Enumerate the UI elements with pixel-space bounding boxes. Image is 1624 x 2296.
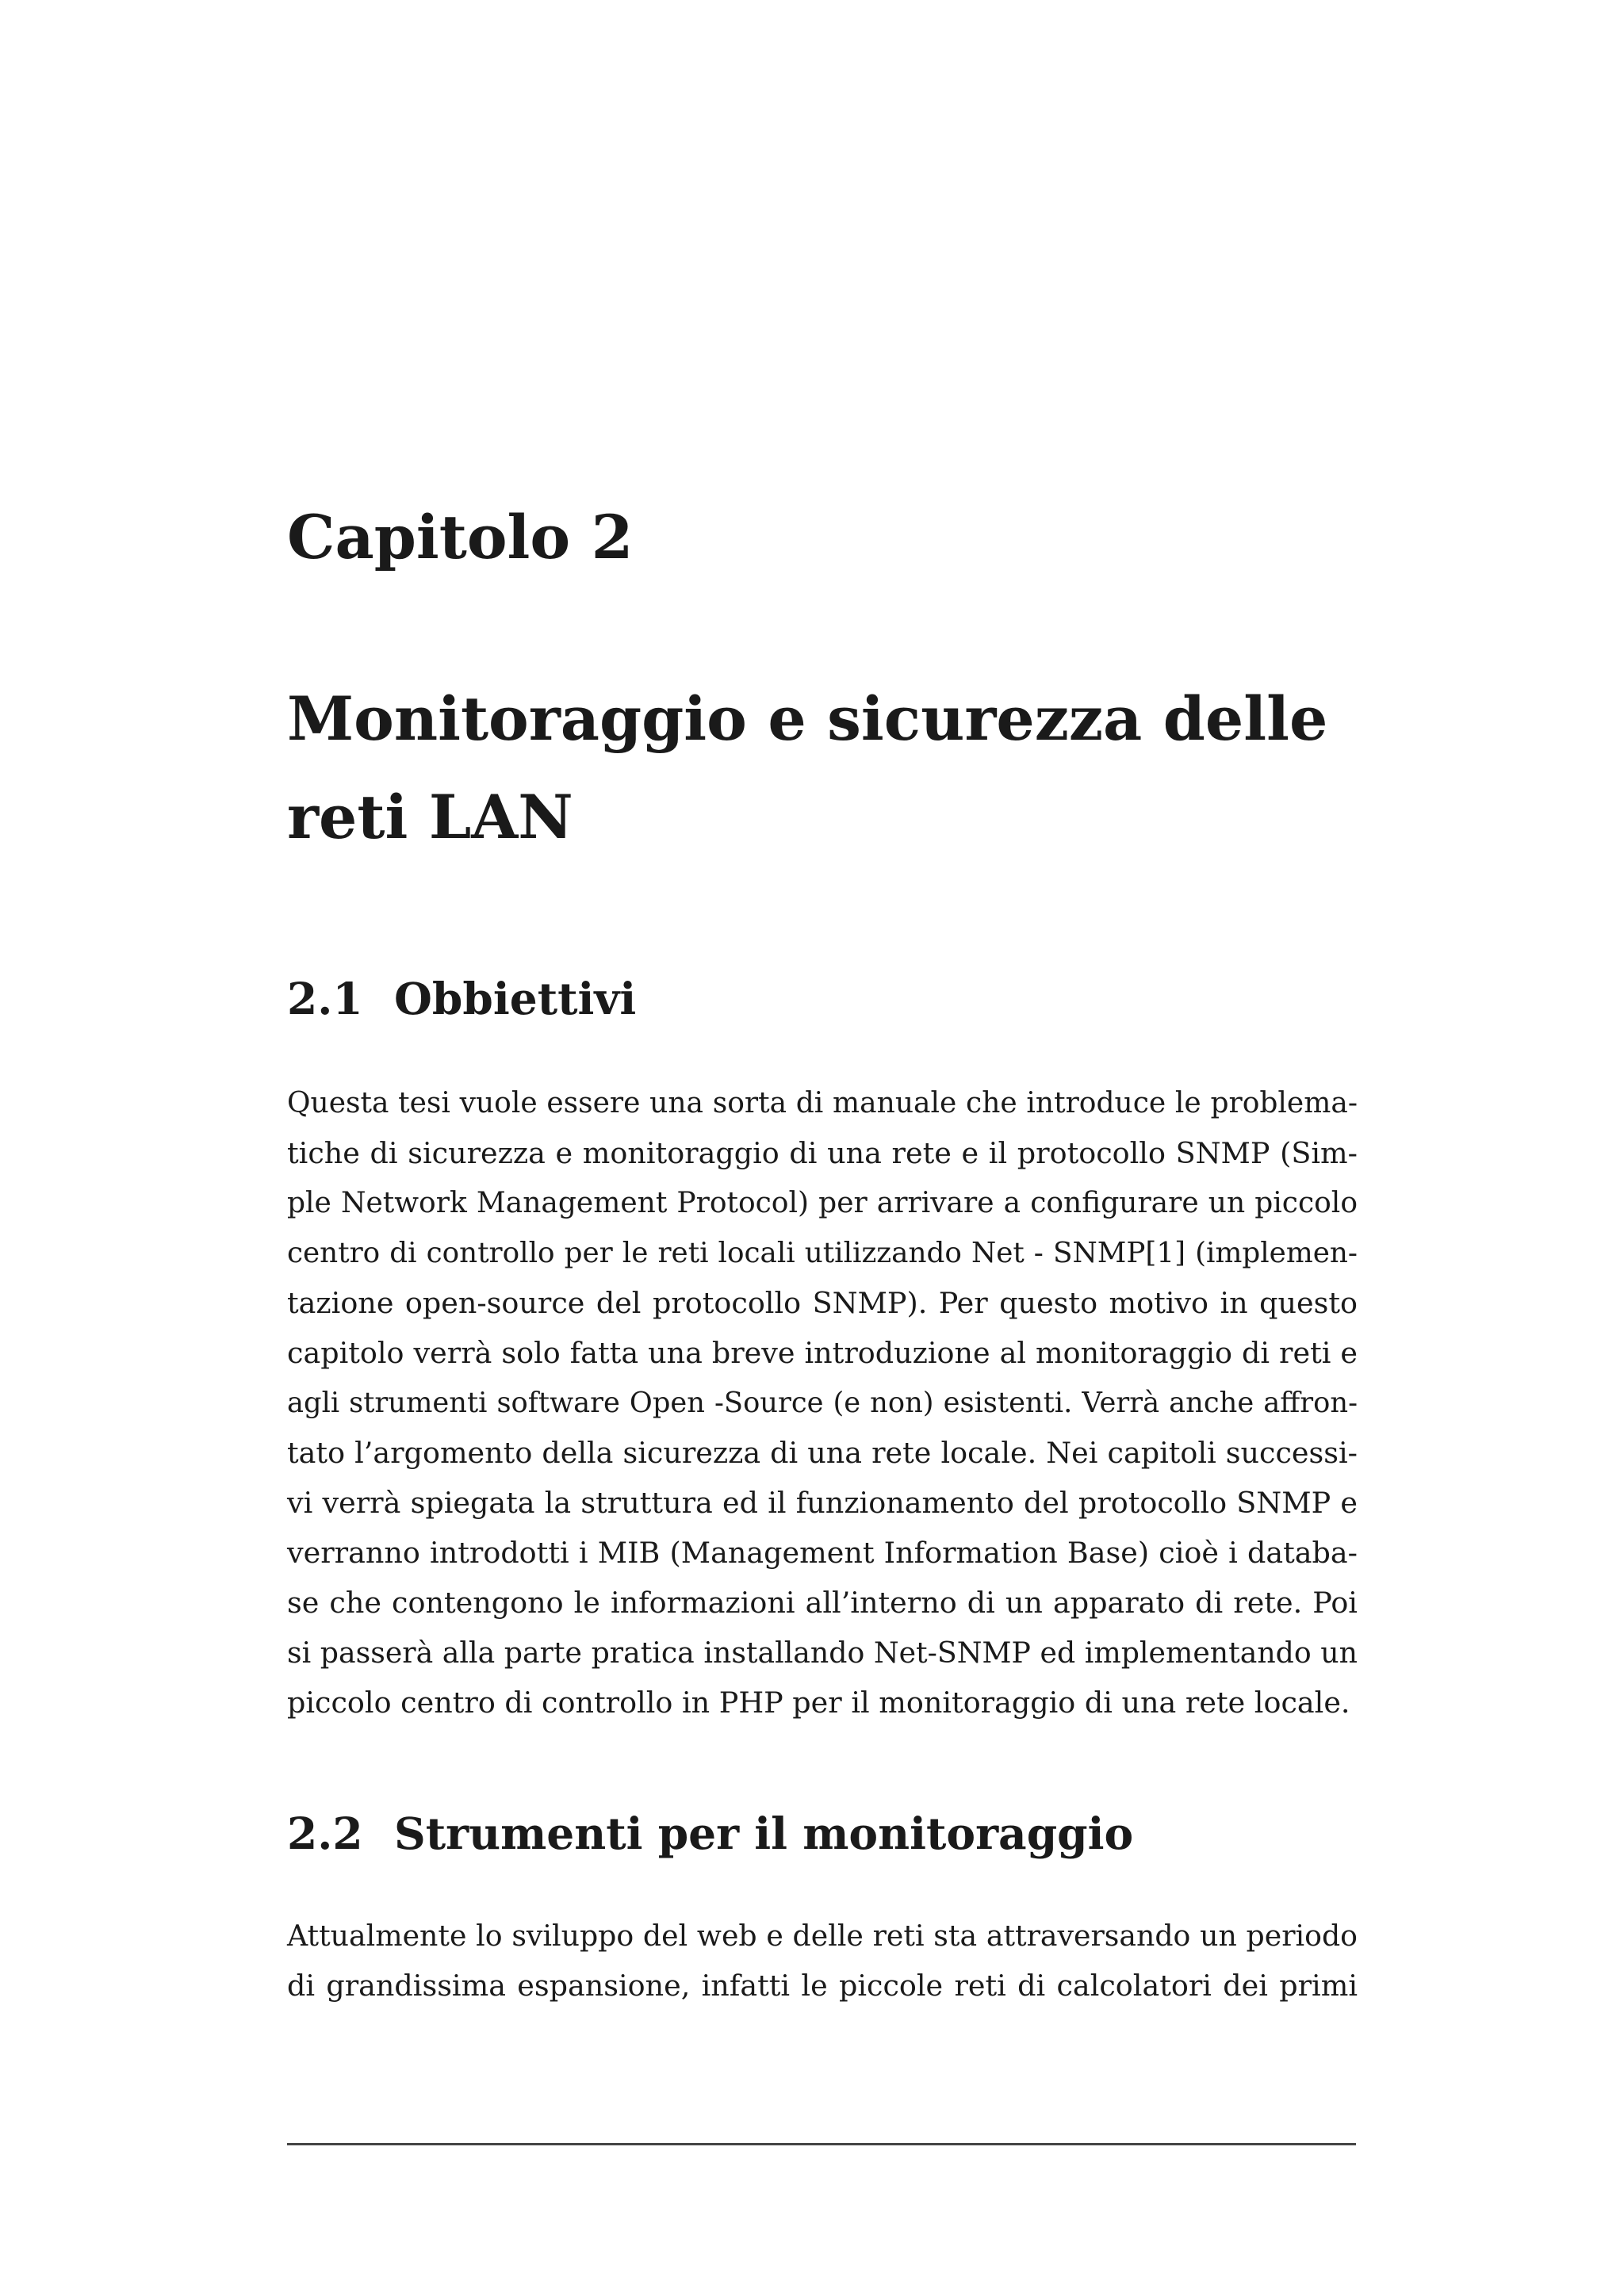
paragraph-line: piccolo centro di controllo in PHP per il monitoraggio di una rete locale.	[287, 1686, 1350, 1720]
paragraph-line: ple Network Management Protocol) per arrivare a configurare un piccolo	[287, 1187, 1358, 1219]
paragraph-line: se che contengono le informazioni all’interno di un apparato di rete. Poi	[287, 1586, 1358, 1620]
paragraph-obbiettivi	[287, 1078, 1358, 1728]
paragraph-line: tiche di sicurezza e monitoraggio di una rete e il protocollo SNMP (Sim-	[287, 1136, 1358, 1170]
chapter-title-line: reti LAN	[287, 782, 573, 852]
paragraph-line: verranno introdotti i MIB (Management Information Base) cioè i databa-	[287, 1536, 1358, 1570]
chapter-title-line: Monitoraggio e sicurezza delle	[287, 683, 1328, 754]
paragraph-line: vi verrà spiegata la struttura ed il funzionamento del protocollo SNMP e	[287, 1486, 1358, 1520]
paragraph-line: Questa tesi vuole essere una sorta di manuale che introduce le problema-	[287, 1087, 1358, 1119]
footer-rule	[287, 2143, 1356, 2145]
section-number: 2.1	[287, 973, 363, 1024]
paragraph-line: centro di controllo per le reti locali utilizzando Net - SNMP[1] (implemen-	[287, 1237, 1358, 1269]
section-heading-obbiettivi	[287, 973, 637, 1024]
paragraph-line: tato l’argomento della sicurezza di una rete locale. Nei capitoli successi-	[287, 1436, 1358, 1470]
section-title: Obbiettivi	[394, 973, 637, 1024]
section-number: 2.2	[287, 1808, 363, 1859]
chapter-title	[287, 670, 1397, 867]
section-heading-strumenti	[287, 1808, 1134, 1859]
paragraph-strumenti	[287, 1911, 1358, 2011]
paragraph-line: di grandissima espansione, infatti le piccole reti di calcolatori dei primi	[287, 1969, 1358, 2003]
section-title: Strumenti per il monitoraggio	[394, 1808, 1134, 1859]
chapter-label: Capitolo 2	[287, 502, 634, 572]
paragraph-line: capitolo verrà solo fatta una breve introduzione al monitoraggio di reti e	[287, 1336, 1358, 1370]
paragraph-line: si passerà alla parte pratica installando Net-SNMP ed implementando un	[287, 1636, 1358, 1670]
paragraph-line: tazione open-source del protocollo SNMP). Per questo motivo in questo	[287, 1286, 1358, 1320]
paragraph-line: agli strumenti software Open -Source (e non) esistenti. Verrà anche affron-	[287, 1387, 1358, 1419]
paragraph-line: Attualmente lo sviluppo del web e delle reti sta attraversando un periodo	[287, 1919, 1358, 1953]
